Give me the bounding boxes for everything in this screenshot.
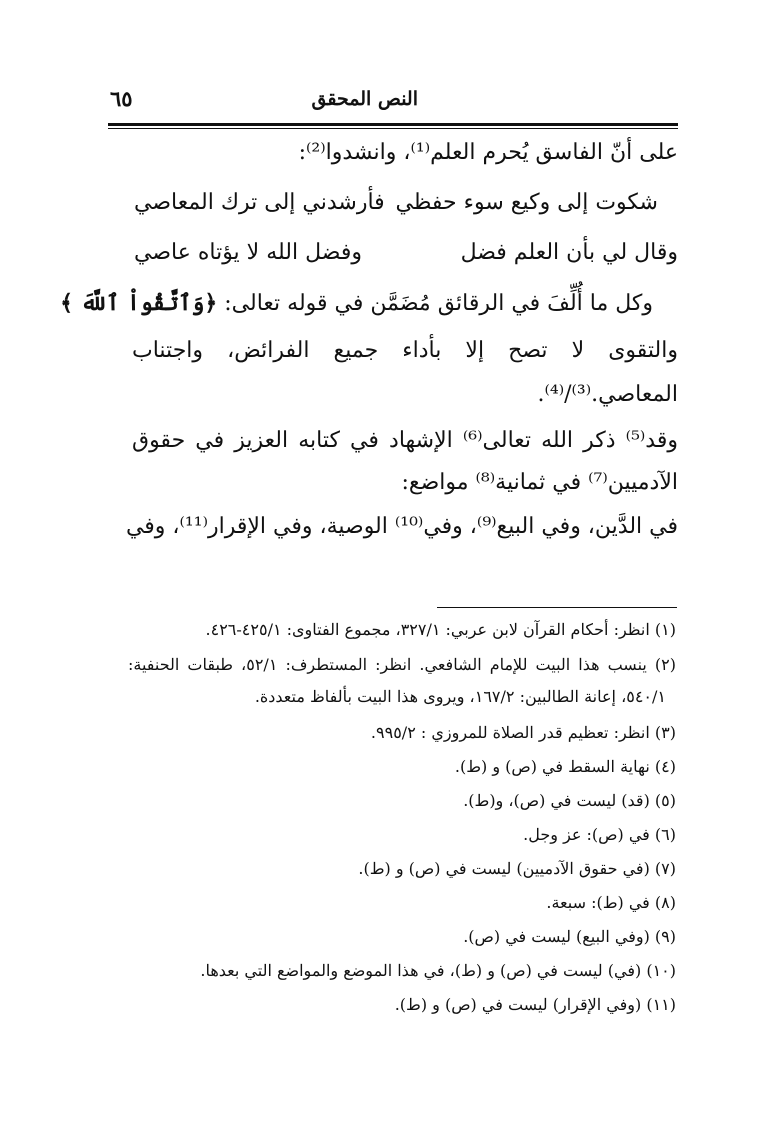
text-line-5-prose: وكل ما أُلِّفَ في الرقائق مُضَمَّن في قوله تعالى: — [224, 291, 653, 316]
footnote-8: (٨) في (ط): سبعة. — [546, 893, 676, 912]
page-header — [110, 86, 678, 116]
header-rule-thick — [108, 123, 678, 126]
footnote-7: (٧) (في حقوق الآدميين) ليست في (ص) و (ط). — [358, 859, 676, 878]
footnote-6: (٦) في (ص): عز وجل. — [523, 825, 676, 844]
text-line-9: الآدميين⁽⁷⁾ في ثمانية⁽⁸⁾ مواضع: — [401, 470, 678, 495]
verse-1-second-hemistich: فأرشدني إلى ترك المعاصي — [134, 190, 385, 215]
footnote-separator — [437, 607, 677, 608]
header-rule-thin — [108, 128, 678, 129]
text-line-10: في الدَّين، وفي البيع⁽⁹⁾، وفي⁽¹⁰⁾ الوصية، وفي الإقرار⁽¹¹⁾، وفي — [125, 514, 678, 539]
text-line-7: المعاصي.⁽³⁾/⁽⁴⁾. — [537, 382, 678, 407]
footnote-10: (١٠) (في) ليست في (ص) و (ط)، في هذا الموضع والمواضع التي بعدها. — [200, 961, 676, 980]
footnote-2: (٢) ينسب هذا البيت للإمام الشافعي. انظر: المستطرف: ٥٢/١، طبقات الحنفية: — [128, 655, 677, 674]
footnote-4: (٤) نهاية السقط في (ص) و (ط). — [454, 757, 676, 776]
verse-1-first-hemistich: شكوت إلى وكيع سوء حفظي — [395, 190, 658, 215]
footnote-3: (٣) انظر: تعظيم قدر الصلاة للمروزي : ٩٩٥/٢. — [370, 723, 676, 742]
footnote-1: (١) انظر: أحكام القرآن لابن عربي: ٣٢٧/١، مجموع الفتاوى: ٤٢٥/١-٤٢٦. — [205, 620, 676, 639]
footnote-5: (٥) (قد) ليست في (ص)، و(ط). — [463, 791, 676, 810]
verse-2-second-hemistich: وفضل الله لا يؤتاه عاصي — [134, 240, 362, 265]
page-title: النص المحقق — [311, 88, 418, 110]
footnote-9: (٩) (وفي البيع) ليست في (ص). — [463, 927, 676, 946]
verse-2-first-hemistich: وقال لي بأن العلم فضل — [460, 240, 678, 265]
page-number: ٦٥ — [110, 86, 133, 111]
text-line-8: وقد⁽⁵⁾ ذكر الله تعالى⁽⁶⁾ الإشهاد في كتابه العزيز في حقوق — [132, 428, 678, 453]
text-line-1: على أنّ الفاسق يُحرم العلم⁽¹⁾، وانشدوا⁽²⁾: — [298, 140, 678, 165]
text-line-6: والتقوى لا تصح إلا بأداء جميع الفرائض، واجتناب — [132, 338, 678, 363]
quran-verse: ﴿وَٱتَّقُواْ ٱللَّهَ ﴾ — [60, 290, 218, 316]
footnote-2-continued: ٥٤٠/١، إعانة الطالبين: ١٦٧/٢، ويروى هذا البيت بألفاظ متعددة. — [254, 687, 666, 706]
footnote-11: (١١) (وفي الإقرار) ليست في (ص) و (ط). — [394, 995, 676, 1014]
text-line-5 — [60, 290, 653, 316]
